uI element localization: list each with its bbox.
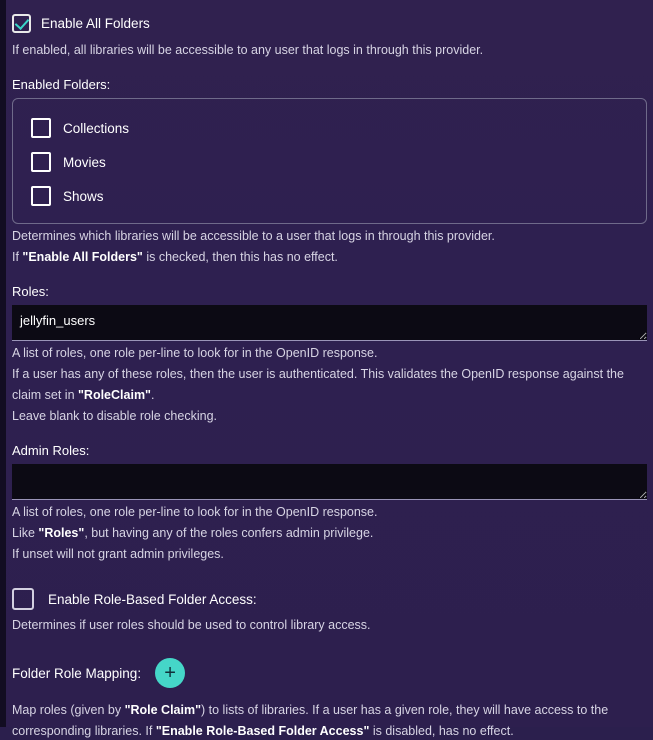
- folder-item-movies[interactable]: [13, 145, 646, 179]
- admin-roles-input[interactable]: [12, 464, 647, 500]
- admin-roles-help2-bold: "Roles": [38, 526, 85, 540]
- admin-roles-help2-pre: Like: [12, 526, 39, 540]
- role-based-folder-access-checkbox[interactable]: [12, 588, 34, 610]
- folder-role-mapping-label: Folder Role Mapping:: [12, 665, 142, 681]
- roles-label: Roles:: [12, 284, 49, 299]
- enable-all-folders-label: Enable All Folders: [41, 15, 150, 31]
- roles-help3-post: .: [150, 388, 155, 402]
- enabled-folders-help-pre: If: [12, 250, 23, 264]
- admin-roles-help2-post: , but having any of the roles confers admin privilege.: [84, 526, 374, 540]
- enable-all-folders-help: If enabled, all libraries will be accessible to any user that logs in through this provider.: [12, 43, 484, 57]
- roles-help3-bold: "RoleClaim": [78, 388, 151, 402]
- enabled-folders-help-line2: [12, 249, 647, 266]
- roles-help-line2: If a user has any of these roles, then the user is authenticated. This validates the OpenID response against the: [12, 367, 624, 381]
- roles-help-line4: Leave blank to disable role checking.: [12, 409, 217, 423]
- roles-help-line3: [12, 387, 647, 404]
- folder-item-shows[interactable]: [13, 179, 646, 213]
- enabled-folders-label: Enabled Folders:: [12, 77, 111, 92]
- roles-input[interactable]: [12, 305, 647, 341]
- folder-checkbox-collections[interactable]: [31, 118, 51, 138]
- enable-all-folders-checkbox[interactable]: [12, 14, 31, 33]
- mapping-help1-bold: "Role Claim": [124, 703, 202, 717]
- enabled-folders-help-bold: "Enable All Folders": [22, 250, 143, 264]
- role-based-folder-access-help: Determines if user roles should be used to control library access.: [12, 618, 371, 632]
- enable-all-folders-row[interactable]: [12, 8, 647, 38]
- mapping-help2-pre: corresponding libraries. If: [12, 724, 156, 738]
- folder-label-movies: Movies: [63, 154, 106, 170]
- enabled-folders-help-post: is checked, then this has no effect.: [142, 250, 338, 264]
- admin-roles-help-line1: A list of roles, one role per-line to look for in the OpenID response.: [12, 505, 378, 519]
- folder-role-mapping-help-line2: [12, 723, 647, 740]
- folder-checkbox-shows[interactable]: [31, 186, 51, 206]
- folder-item-collections[interactable]: [13, 111, 646, 145]
- admin-roles-help-line3: If unset will not grant admin privileges.: [12, 547, 224, 561]
- roles-help-line1: A list of roles, one role per-line to look for in the OpenID response.: [12, 346, 378, 360]
- folder-label-collections: Collections: [63, 120, 130, 136]
- admin-roles-help-line2: [12, 525, 647, 542]
- enabled-folders-help-line1: Determines which libraries will be accessible to a user that logs in through this provider.: [12, 229, 495, 243]
- oidc-settings-panel: [6, 0, 653, 738]
- folder-role-mapping-help-line1: [12, 702, 647, 719]
- mapping-help1-pre: Map roles (given by: [12, 703, 125, 717]
- enabled-folders-box: [12, 98, 647, 224]
- role-based-folder-access-label: Enable Role-Based Folder Access:: [48, 591, 257, 607]
- folder-role-mapping-row: [12, 658, 647, 688]
- folder-checkbox-movies[interactable]: [31, 152, 51, 172]
- admin-roles-label: Admin Roles:: [12, 443, 90, 458]
- mapping-help1-post: ) to lists of libraries. If a user has a given role, they will have access to the: [201, 703, 609, 717]
- mapping-help2-bold: "Enable Role-Based Folder Access": [155, 724, 370, 738]
- role-based-folder-access-row[interactable]: [12, 585, 647, 613]
- roles-help3-pre: claim set in: [12, 388, 78, 402]
- mapping-help2-post: is disabled, has no effect.: [369, 724, 514, 738]
- folder-label-shows: Shows: [63, 188, 104, 204]
- add-folder-role-mapping-button[interactable]: +: [155, 658, 185, 688]
